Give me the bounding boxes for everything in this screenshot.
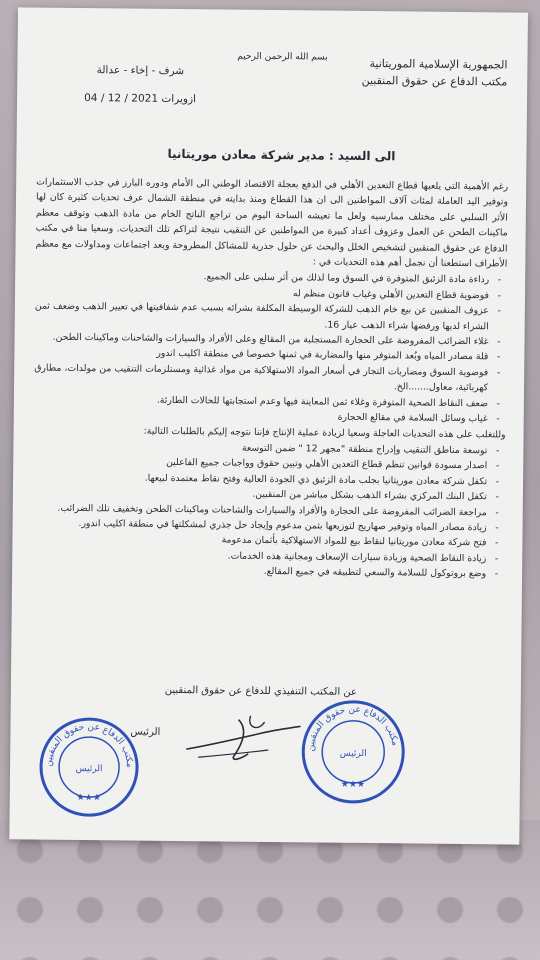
place-and-date: ازويرات 2021 / 12 / 04: [84, 92, 197, 106]
basmala: بسم الله الرحمن الرحيم: [237, 51, 328, 63]
official-stamp-left: [38, 716, 141, 819]
challenge-item: - عزوف المنقبين عن بيع خام الذهب للشركة الوسيطة المكلفة بشرائه بسبب عدم شفافيتها في تعيير الذهب وضعف ثمن الشراء لديها ورفضها شراء الذهب عيار 16.: [35, 299, 501, 335]
stamp-ring-text: مكتب الدفاع عن حقوق المنقبين: [306, 704, 400, 752]
challenge-item: - غلاء الضرائب المفروضة على الحجارة المستجلبة من المقالع وعلى الأفراد والسيارات والشاحنات وماكينات الطحن.: [34, 330, 500, 350]
challenges-list: [34, 268, 508, 427]
request-item: - اصدار مسودة قوانين تنظم قطاع التعدين الأهلي وتبين حقوق وواجبات جميع الفاعلين: [33, 454, 499, 474]
letter-body: [32, 174, 508, 582]
request-item: - زيادة مصادر المياه وتوفير صهاريج لتوزيعها بثمن مدعوم وإيجاد حل جذري لمشكلتها في منطقة اكليب اندور.: [33, 515, 499, 535]
stamp-center-text: الرئيس: [339, 748, 367, 760]
official-stamp-right: [300, 698, 407, 805]
challenge-item: - ضعف النقاط الصحية المتوفرة وغلاء ثمن المعاينة فيها وعدم استجابتها للحالات الطارئة.: [34, 391, 500, 411]
request-item: - فتح شركة معادن موريتانيا لنقاط بيع للمواد الاستهلاكية بأثمان مدعومة: [32, 531, 498, 551]
requests-intro: وللتغلب على هذه التحديات العاجلة وسعيا لزيادة عملية الإنتاج فإننا نتوجه إليكم بالطلبات التالية:: [143, 425, 506, 440]
challenge-item: - فوضوية السوق ومضاربات التجار في أسعار المواد الاستهلاكية من مواد غذائية ومستلزمات التنقيب من مولدات، مطارق كهربائية، معاول.......الخ.: [34, 360, 500, 396]
stamp-center-text: الرئيس: [75, 763, 103, 775]
request-item: - توسعة مناطق التنقيب وإدراج منطقة "مجهر 12 " ضمن التوسعة: [33, 438, 499, 458]
letterhead-left: [75, 56, 206, 113]
republic-name: الجمهورية الإسلامية الموريتانية: [369, 57, 508, 72]
requests-list: [32, 438, 505, 582]
request-item: - وضع بروتوكول للسلامة والسعي لتطبيقه في جميع المقالع.: [32, 562, 498, 582]
letter-page: [9, 7, 528, 844]
stamp-ring-text: مكتب الدفاع عن حقوق المنقبين: [43, 722, 135, 768]
stamp-stars: ★★★: [76, 792, 101, 804]
challenge-item: - فوضوية قطاع التعدين الأهلي وغياب قانون منظم له: [35, 283, 501, 303]
addressee: الى السيد : مدير شركة معادن موريتانيا: [167, 146, 396, 164]
handwritten-signature: [178, 709, 309, 770]
request-item: - تكفل البنك المركزي بشراء الذهب بشكل مباشر من المنقبين.: [33, 485, 499, 505]
challenge-item: - قلة مصادر المياه وبُعد المتوفر منها والمضاربة في ثمنها خصوصا في منطقة اكليب اندور: [34, 345, 500, 365]
challenge-item: - رداءة مادة الزئبق المتوفرة في السوق وما لذلك من أثر سلبي على الجميع.: [35, 268, 501, 288]
signature-title: الرئيس: [130, 726, 161, 738]
request-item: - تكفل شركة معادن موريتانيا بجلب مادة الزئبق ذي الجودة العالية وفتح نقاط معتمدة لبيعها.: [33, 469, 499, 489]
national-motto: شرف - إخاء - عدالة: [96, 64, 185, 78]
request-item: - مراجعة الضرائب المفروضة على الحجارة والأفراد والسيارات والشاحنات وماكينات الطحن وتخفيف تلك الضرائب.: [33, 500, 499, 520]
stamp-stars: ★★★: [340, 779, 366, 791]
signoff-line: عن المكتب التنفيذي للدفاع عن حقوق المنقبين: [164, 684, 357, 698]
challenge-item: - غياب وسائل السلامة في مقالع الحجارة: [34, 407, 500, 427]
request-item: - زيادة النقاط الصحية وزيادة سيارات الإسعاف ومجانية هذه الخدمات.: [32, 546, 498, 566]
office-name: مكتب الدفاع عن حقوق المنقبين: [361, 73, 508, 89]
intro-paragraph: رغم الأهمية التي يلعبها قطاع التعدين الأهلي في الدفع بعجلة الاقتصاد الوطني الى الأمام ودوره البارز في جذب الاستثمارات وتوفير اليد العاملة لمئات آلاف المواطنين الى ان هذا القطاع ومنذ بدايته في منطقة الشمال عرف تحديات كثيرة كان لها الأثر السلبي على مختلف ممارسيه ولعل ما تعيشه الساحة اليوم من تراجع الناتج الخام من مادة الذهب وتوقف معظم ماكينات الطحن عن العمل وعزوف أعداد كبيرة من المواطنين عن التنقيب نتيجة لتراكم تلك التحديات. وسعيا منا في مكتب الدفاع عن حقوق المنقبين لتشخيص الخلل والبحث عن حلول جذرية للمشاكل المطروحة وبعد اجتماعات ومداولات مع معظم الأطراف استطعنا أن نجمل أهم هذه التحديات في :: [35, 176, 509, 270]
